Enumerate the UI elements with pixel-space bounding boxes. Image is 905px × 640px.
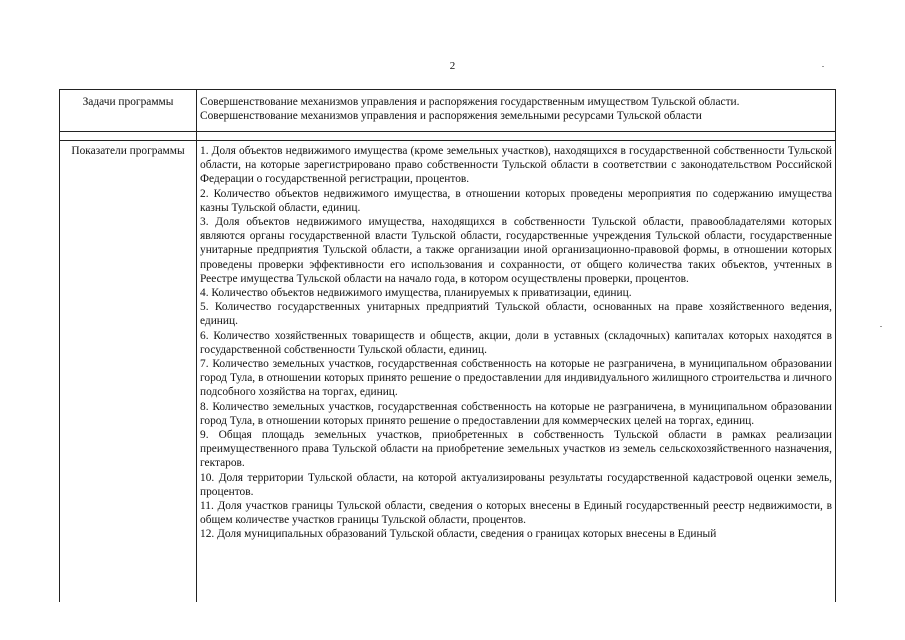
indicator-item: 2. Количество объектов недвижимого имущества, в отношении которых проведены мероприятия по содержанию имущества казны Тульской области, единиц.	[200, 187, 832, 214]
spacer-cell	[197, 132, 836, 141]
scan-speck	[822, 66, 824, 67]
table-row-tasks	[60, 90, 836, 132]
indicator-item: 3. Доля объектов недвижимого имущества, находящихся в собственности Тульской области, правообладателями которых являются органы государственной власти Тульской области, государственные учреждения Тульской области, государственные унитарные предприятия Тульской области, а также организации иной организационно-правовой формы, в отношении которых проведены проверки эффективности его использования и сохранности, от общего количества таких объектов, учтенных в Реестре имущества Тульской области на начало года, в котором осуществлены проверки, процентов.	[200, 216, 832, 285]
row-label-indicators: Показатели программы	[60, 141, 197, 603]
scan-speck	[880, 326, 882, 327]
table-row-indicators	[60, 141, 836, 603]
indicator-item: 12. Доля муниципальных образований Тульской области, сведения о границах которых внесены в Единый	[200, 528, 717, 541]
page-number: 2	[449, 60, 456, 72]
indicator-item: 6. Количество хозяйственных товариществ и обществ, акции, доли в уставных (складочных) капиталах которых находятся в государственной собственности Тульской области, единиц.	[200, 329, 832, 356]
indicator-item: 8. Количество земельных участков, государственная собственность на которые не разграничена, в муниципальном образовании город Тула, в отношении которых принято решение о предоставлении для коммерческих целей на торгах, единиц.	[200, 400, 832, 427]
indicator-item: 11. Доля участков границы Тульской области, сведения о которых внесены в Единый государственный реестр недвижимости, в общем количестве участков границы Тульской области, процентов.	[200, 500, 832, 527]
row-label-tasks: Задачи программы	[60, 90, 197, 132]
row-content-indicators	[197, 141, 836, 603]
indicator-item: 4. Количество объектов недвижимого имущества, планируемых к приватизации, единиц.	[200, 287, 632, 300]
indicator-item: 10. Доля территории Тульской области, на которой актуализированы результаты государственной кадастровой оценки земель, процентов.	[200, 471, 832, 498]
task-item: Совершенствование механизмов управления и распоряжения земельными ресурсами Тульской области	[200, 110, 702, 123]
table-row-spacer	[60, 132, 836, 141]
indicator-item: 5. Количество государственных унитарных предприятий Тульской области, основанных на праве хозяйственного ведения, единиц.	[200, 301, 832, 328]
row-content-tasks	[197, 90, 836, 132]
indicator-item: 7. Количество земельных участков, государственная собственность на которые не разграничена, в муниципальном образовании город Тула, в отношении которых принято решение о предоставлении для индивидуального жилищного строительства и личного подсобного хозяйства на торгах, единиц.	[200, 358, 832, 399]
task-item: Совершенствование механизмов управления и распоряжения государственным имуществом Тульской области.	[200, 96, 740, 108]
program-passport-table	[59, 89, 836, 602]
spacer-cell	[60, 132, 197, 141]
indicator-item: 9. Общая площадь земельных участков, приобретенных в собственность Тульской области в рамках реализации преимущественного права Тульской области на приобретение земельных участков из земель сельскохозяйственного назначения, гектаров.	[200, 429, 832, 470]
indicator-item: 1. Доля объектов недвижимого имущества (кроме земельных участков), находящихся в государственной собственности Тульской области, на которые зарегистрировано право собственности Тульской области в соответствии с законодательством Российской Федерации о государственной регистрации, процентов.	[200, 145, 832, 186]
